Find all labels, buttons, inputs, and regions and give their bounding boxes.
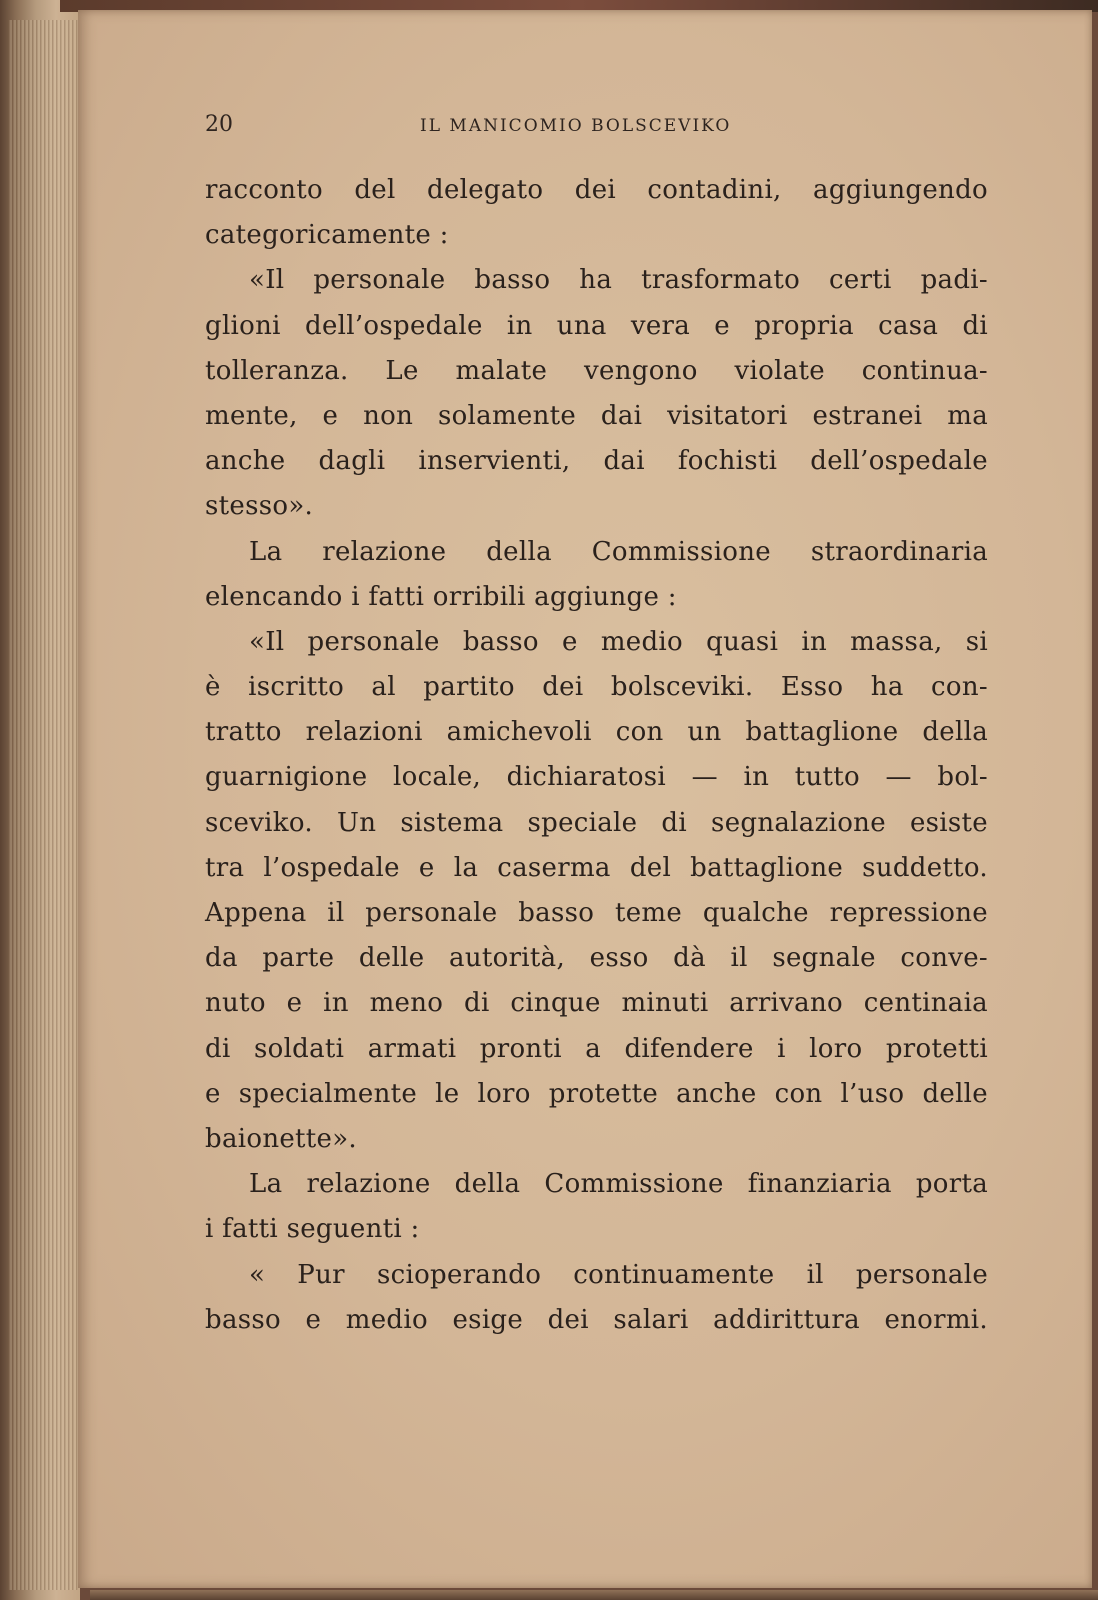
text-line: basso e medio esige dei salari addirittura enormi. — [205, 1304, 988, 1335]
text-line: elencando i fatti orribili aggiunge : — [205, 581, 677, 612]
text-line: Appena il personale basso teme qualche repressione — [205, 898, 988, 928]
text-line: categoricamente : — [205, 220, 449, 251]
page-bottom-edge — [90, 1590, 1098, 1600]
text-line: e specialmente le loro protette anche con l’uso delle — [205, 1078, 988, 1109]
text-line: tra l’ospedale e la caserma del battaglione suddetto. — [205, 852, 988, 883]
running-title: IL MANICOMIO BOLSCEVIKO — [420, 116, 732, 136]
body-text — [205, 168, 988, 1343]
text-line: mente, e non solamente dai visitatori estranei ma — [205, 400, 988, 431]
text-line: da parte delle autorità, esso dà il segnale conve- — [205, 943, 988, 974]
page-edges — [8, 20, 78, 1590]
text-line: tolleranza. Le malate vengono violate continua- — [205, 355, 988, 386]
text-line: nuto e in meno di cinque minuti arrivano centinaia — [205, 988, 988, 1019]
text-line: « Pur scioperando continuamente il personale — [249, 1259, 988, 1290]
text-line: stesso». — [205, 491, 314, 522]
text-line: di soldati armati pronti a difendere i loro protetti — [205, 1033, 988, 1064]
text-line: è iscritto al partito dei bolsceviki. Esso ha con- — [205, 672, 988, 703]
text-line: guarnigione locale, dichiaratosi — in tutto — bol- — [205, 762, 988, 793]
text-line: «Il personale basso ha trasformato certi padi- — [249, 265, 988, 296]
text-line: glioni dell’ospedale in una vera e propria casa di — [205, 310, 988, 341]
text-line: baionette». — [205, 1123, 358, 1154]
text-line: i fatti seguenti : — [205, 1214, 420, 1245]
text-line: tratto relazioni amichevoli con un battaglione della — [205, 717, 988, 748]
text-line: La relazione della Commissione finanziaria porta — [249, 1169, 988, 1200]
text-line: sceviko. Un sistema speciale di segnalazione esiste — [205, 807, 988, 838]
text-line: racconto del delegato dei contadini, aggiungendo — [205, 175, 988, 205]
text-line: «Il personale basso e medio quasi in massa, si — [249, 626, 988, 657]
text-line: La relazione della Commissione straordinaria — [249, 536, 988, 567]
page-number: 20 — [205, 112, 233, 137]
page-header — [205, 112, 995, 142]
text-line: anche dagli inservienti, dai fochisti dell’ospedale — [205, 446, 988, 477]
